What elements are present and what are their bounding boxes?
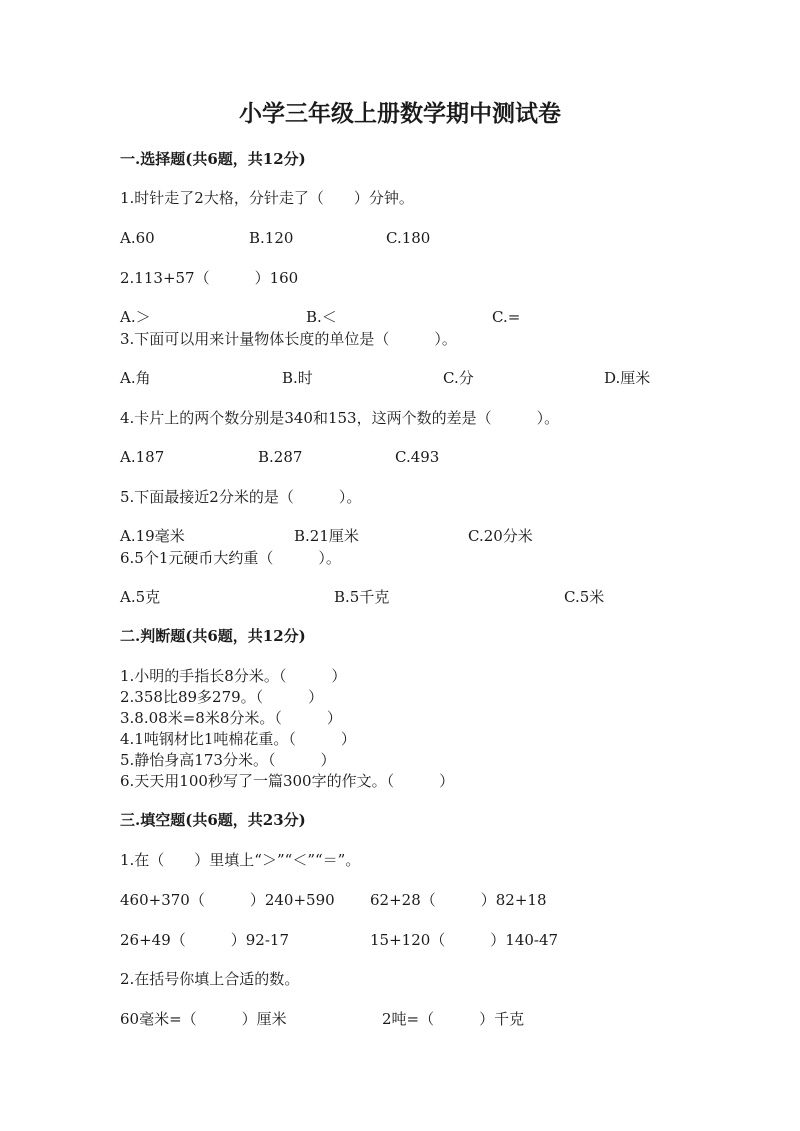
fill-expression: 15+120（ ）140-47 [370, 931, 559, 949]
judge-item: 5.静怡身高173分米。（ ） [120, 751, 336, 769]
page-title: 小学三年级上册数学期中测试卷 [239, 100, 561, 127]
question-text: 2.在括号你填上合适的数。 [120, 970, 300, 988]
option-c: C.= [492, 308, 521, 326]
option-a: A.角 [120, 369, 151, 387]
section-heading-judge: 二.判断题(共6题，共12分) [120, 627, 306, 645]
option-d: D.厘米 [604, 369, 651, 387]
question-text: 2.113+57（ ）160 [120, 269, 299, 287]
option-b: B.287 [258, 448, 303, 466]
section-heading-choice: 一.选择题(共6题，共12分) [120, 150, 306, 168]
question-text: 3.下面可以用来计量物体长度的单位是（ ）。 [120, 330, 457, 348]
fill-expression: 2吨=（ ）千克 [382, 1010, 525, 1028]
option-b: B.120 [249, 229, 294, 247]
fill-expression: 460+370（ ）240+590 [120, 891, 335, 909]
option-c: C.5米 [564, 588, 605, 606]
question-text: 1.在（ ）里填上“＞”“＜”“＝”。 [120, 851, 361, 869]
option-a: A.＞ [120, 308, 151, 326]
option-b: B.5千克 [334, 588, 390, 606]
fill-expression: 60毫米=（ ）厘米 [120, 1010, 287, 1028]
judge-item: 6.天天用100秒写了一篇300字的作文。（ ） [120, 772, 455, 790]
option-a: A.19毫米 [120, 527, 185, 545]
question-text: 6.5个1元硬币大约重（ ）。 [120, 549, 341, 567]
option-c: C.493 [395, 448, 440, 466]
judge-item: 1.小明的手指长8分米。（ ） [120, 667, 347, 685]
option-c: C.180 [386, 229, 431, 247]
option-a: A.5克 [120, 588, 161, 606]
question-text: 1.时针走了2大格，分针走了（ ）分钟。 [120, 189, 414, 207]
option-b: B.21厘米 [294, 527, 359, 545]
option-b: B.时 [282, 369, 313, 387]
question-text: 4.卡片上的两个数分别是340和153，这两个数的差是（ ）。 [120, 409, 560, 427]
option-c: C.分 [443, 369, 474, 387]
fill-expression: 62+28（ ）82+18 [370, 891, 547, 909]
section-heading-fill: 三.填空题(共6题，共23分) [120, 811, 306, 829]
judge-item: 4.1吨钢材比1吨棉花重。（ ） [120, 730, 356, 748]
fill-expression: 26+49（ ）92-17 [120, 931, 289, 949]
option-a: A.60 [120, 229, 155, 247]
option-b: B.＜ [306, 308, 337, 326]
judge-item: 2.358比89多279。（ ） [120, 688, 324, 706]
option-c: C.20分米 [468, 527, 533, 545]
option-a: A.187 [120, 448, 165, 466]
judge-item: 3.8.08米=8米8分米。（ ） [120, 709, 342, 727]
question-text: 5.下面最接近2分米的是（ ）。 [120, 488, 362, 506]
